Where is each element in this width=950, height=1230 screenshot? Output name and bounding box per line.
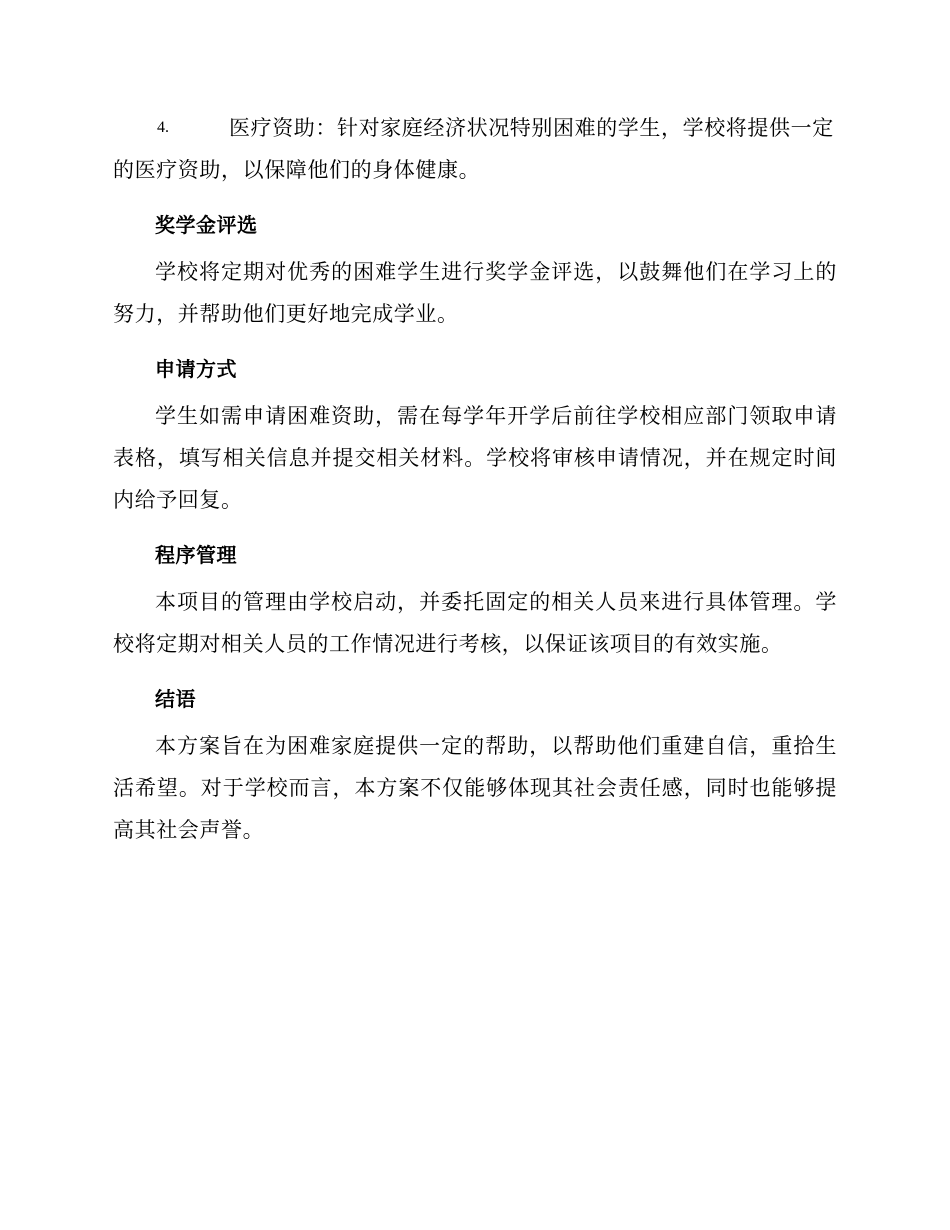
section-heading: 程序管理 — [155, 543, 237, 567]
section-heading: 奖学金评选 — [155, 213, 258, 237]
list-item-number: 4. — [157, 119, 169, 136]
section-paragraph: 本项目的管理由学校启动，并委托固定的相关人员来进行具体管理。学校将定期对相关人员的工作情况进行考核，以保证该项目的有效实施。 — [113, 590, 837, 656]
list-item-text-first-line: 医疗资助：针对家庭经济状况特别困难的学生，学校将提供一定 — [229, 116, 834, 140]
section-application — [113, 355, 837, 521]
section-conclusion — [113, 685, 837, 851]
section-paragraph: 学校将定期对优秀的困难学生进行奖学金评选，以鼓舞他们在学习上的努力，并帮助他们更好地完成学业。 — [113, 260, 837, 326]
list-item-text-continuation: 的医疗资助，以保障他们的身体健康。 — [113, 158, 481, 182]
section-management — [113, 541, 837, 665]
list-item-4 — [113, 107, 837, 191]
section-paragraph: 学生如需申请困难资助，需在每学年开学后前往学校相应部门领取申请表格，填写相关信息并提交相关材料。学校将审核申请情况，并在规定时间内给予回复。 — [113, 404, 837, 512]
section-heading: 结语 — [155, 687, 196, 711]
section-heading: 申请方式 — [155, 357, 237, 381]
section-scholarship — [113, 211, 837, 335]
document-page — [113, 107, 837, 851]
section-paragraph: 本方案旨在为困难家庭提供一定的帮助，以帮助他们重建自信，重拾生活希望。对于学校而言，本方案不仅能够体现其社会责任感，同时也能够提高其社会声誉。 — [113, 734, 837, 842]
